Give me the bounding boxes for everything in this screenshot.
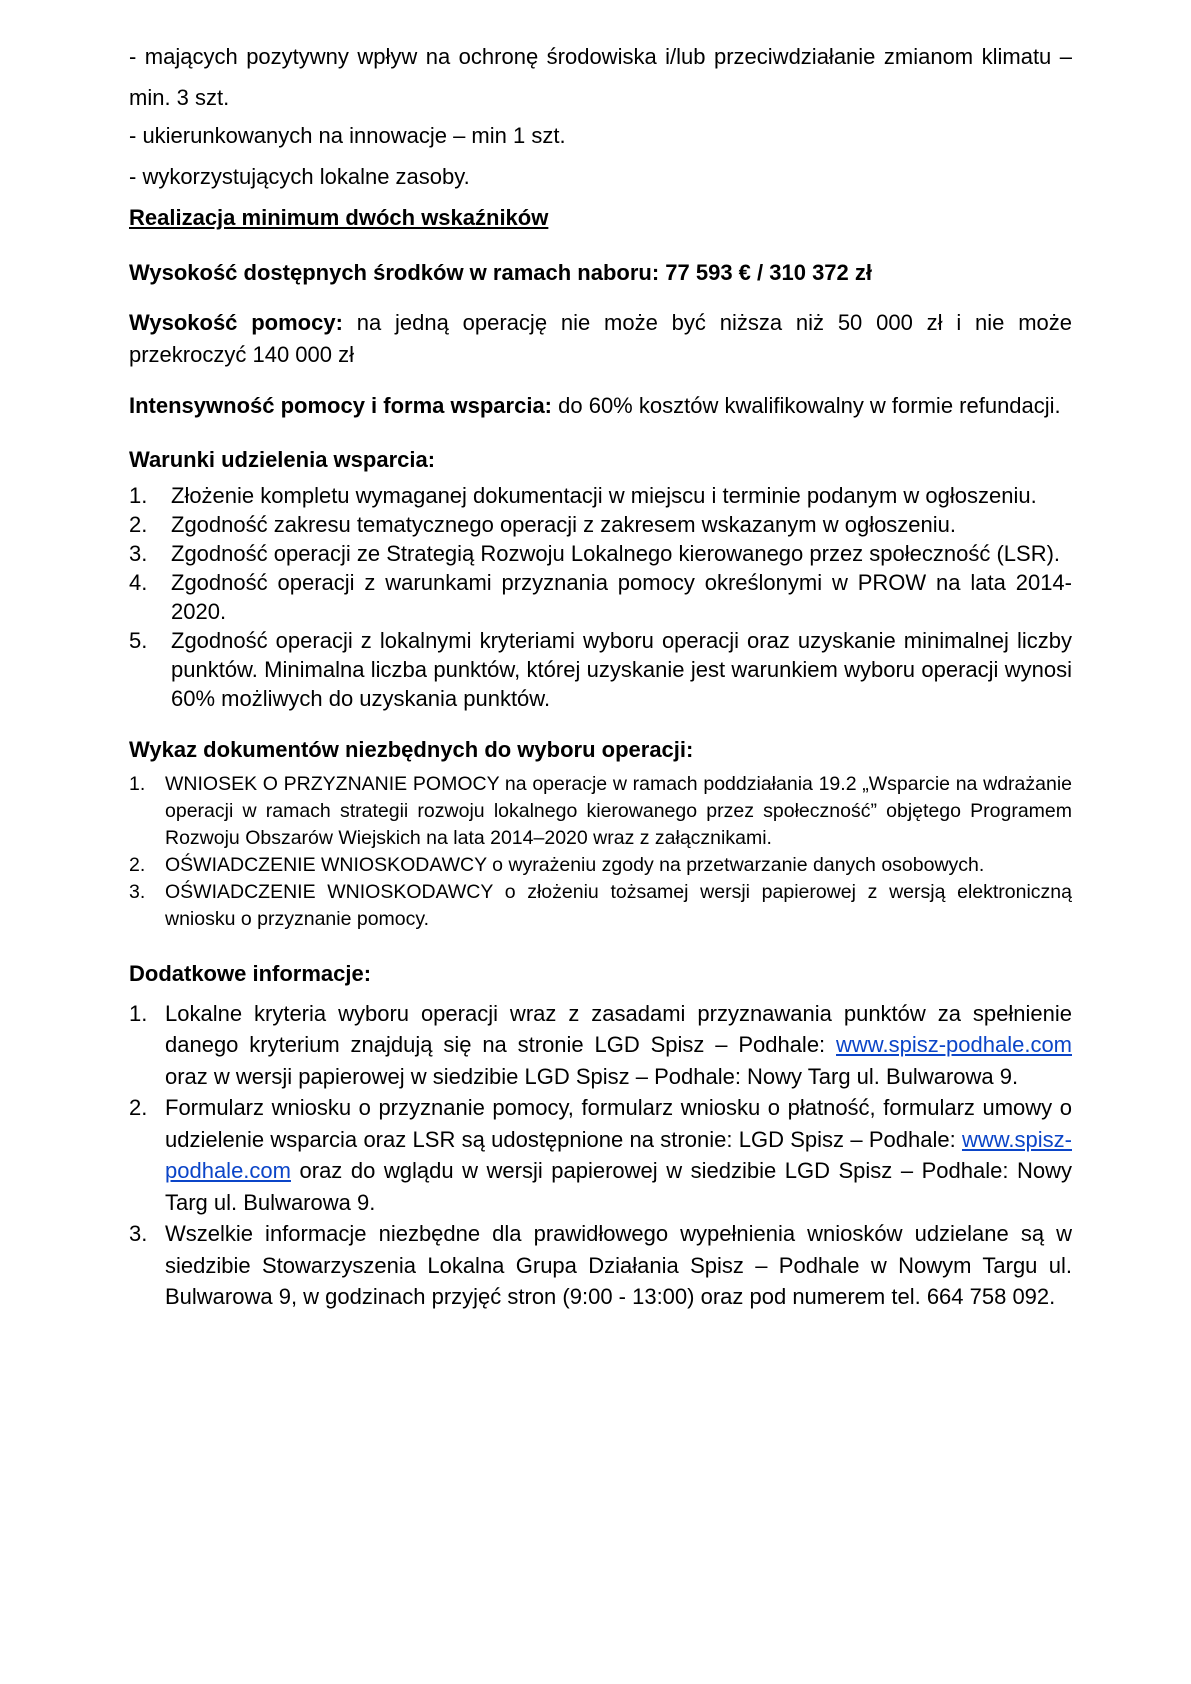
conditions-item: 2. Zgodność zakresu tematycznego operacji z zakresem wskazanym w ogłoszeniu. [129,511,957,537]
conditions-item: 3. Zgodność operacji ze Strategią Rozwoju Lokalnego kierowanego przez społeczność (LSR). [129,540,1061,566]
conditions-item: 4. Zgodność operacji z warunkami przyznania pomocy określonymi w PROW na lata 2014-2020. [129,569,1072,624]
lgd-website-link[interactable]: www.spisz-podhale.com [836,1032,1072,1057]
lgd-website-link[interactable]: www.spisz-podhale.com [165,1126,1072,1183]
aid-intensity-label: Intensywność pomocy i forma wsparcia: [129,393,553,418]
documents-item: 3. OŚWIADCZENIE WNIOSKODAWCY o złożeniu tożsamej wersji papierowej z wersją elektroniczną wniosku o przyznanie pomocy. [129,880,1072,930]
conditions-heading: Warunki udzielenia wsparcia: [129,446,436,472]
bullet-local-resources: - wykorzystujących lokalne zasoby. [129,164,470,189]
aid-amount-paragraph [129,307,1072,370]
additional-info-heading: Dodatkowe informacje: [129,960,372,986]
additional-info-item: 3. Wszelkie informacje niezbędne dla prawidłowego wypełnienia wniosków udzielane są w siedzibie Stowarzyszenia Lokalna Grupa Działania Spisz – Podhale w Nowym Targu ul. Bulwarowa 9, w godzinach przyjęć stron (9:00 - 13:00) oraz pod numerem tel. 664 758 092. [129,1221,1072,1309]
documents-list [129,771,1072,933]
aid-amount-label: Wysokość pomocy: [129,310,343,335]
realizacja-heading: Realizacja minimum dwóch wskaźników [129,205,549,230]
conditions-list [129,481,1072,713]
aid-intensity-text: do 60% kosztów kwalifikowalny w formie refundacji. [552,393,1061,418]
bullet-innovation: - ukierunkowanych na innowacje – min 1 szt. [129,123,566,148]
additional-info-list [129,998,1072,1313]
aid-amount-text: na jedną operację nie może być niższa niż 50 000 zł i nie może przekroczyć 140 000 zł [129,310,1072,367]
conditions-item: 5. Zgodność operacji z lokalnymi kryteriami wyboru operacji oraz uzyskanie minimalnej liczby punktów. Minimalna liczba punktów, której uzyskanie jest warunkiem wyboru operacji wynosi 60% możliwych do uzyskania punktów. [129,627,1072,711]
bullet-environment: - mających pozytywny wpływ na ochronę środowiska i/lub przeciwdziałanie zmianom klimatu – min. 3 szt. [129,44,1072,110]
documents-item: 2. OŚWIADCZENIE WNIOSKODAWCY o wyrażeniu zgody na przetwarzanie danych osobowych. [129,853,985,876]
documents-heading: Wykaz dokumentów niezbędnych do wyboru operacji: [129,736,694,762]
document-content [129,36,1072,1313]
conditions-item: 1. Złożenie kompletu wymaganej dokumentacji w miejscu i terminie podanym w ogłoszeniu. [129,482,1037,508]
aid-intensity-paragraph [129,390,1072,422]
documents-item: 1. WNIOSEK O PRZYZNANIE POMOCY na operacje w ramach poddziałania 19.2 „Wsparcie na wdrażanie operacji w ramach strategii rozwoju lokalnego kierowanego przez społeczność” objętego Programem Rozwoju Obszarów Wiejskich na lata 2014–2020 wraz z załącznikami. [129,772,1072,849]
funds-line: Wysokość dostępnych środków w ramach naboru: 77 593 € / 310 372 zł [129,260,872,285]
additional-info-item: 2. Formularz wniosku o przyznanie pomocy, formularz wniosku o płatność, formularz umowy o udzielenie wsparcia oraz LSR są udostępnione na stronie: LGD Spisz – Podhale: www.spisz-podhale.com oraz do wglądu w wersji papierowej w siedzibie LGD Spisz – Podhale: Nowy Targ ul. Bulwarowa 9. [129,1095,1072,1215]
additional-info-item: 1. Lokalne kryteria wyboru operacji wraz z zasadami przyznawania punktów za spełnienie danego kryterium znajdują się na stronie LGD Spisz – Podhale: www.spisz-podhale.com oraz w wersji papierowej w siedzibie LGD Spisz – Podhale: Nowy Targ ul. Bulwarowa 9. [129,1000,1072,1089]
